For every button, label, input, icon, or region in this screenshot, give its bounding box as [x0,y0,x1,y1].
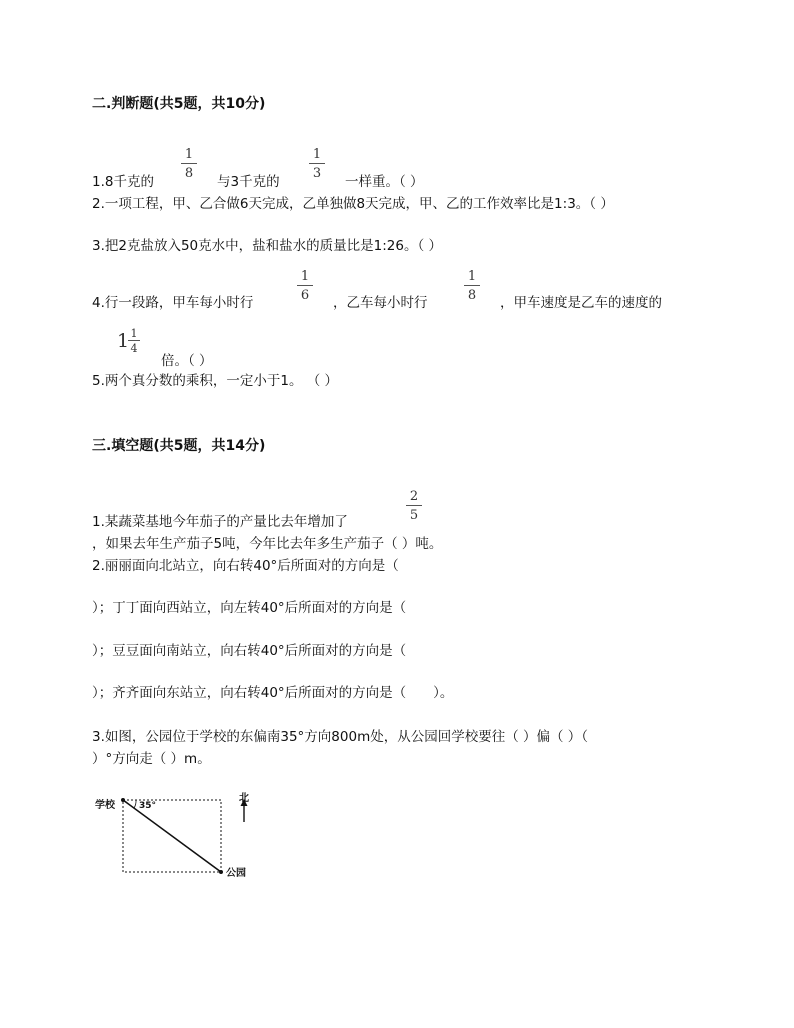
fraction-bar [406,505,422,506]
angle-label: 35° [139,801,157,811]
fraction-denominator: 6 [300,288,310,303]
fraction-numerator: 1 [130,327,138,340]
fraction-numerator: 1 [312,147,322,162]
fraction-numerator: 2 [409,489,419,504]
section3-heading: 三.填空题(共5题，共14分) [92,438,266,454]
s2-q4-fraction-b [462,270,482,302]
s2-q3-text: 3.把2克盐放入50克水中，盐和盐水的质量比是1:26。（ ） [92,238,443,254]
s2-q4-suffix: ，甲车速度是乙车的速度的 [500,295,662,311]
s2-q1-fraction-a [179,148,199,180]
fraction-bar [309,163,325,164]
angle-arc [134,800,136,808]
fraction-bar [297,285,313,286]
fraction-denominator: 3 [312,166,322,181]
route-line [123,800,221,872]
fraction-denominator: 8 [184,166,194,181]
fraction-denominator: 8 [467,288,477,303]
mixed-whole: 1 [117,330,130,352]
s2-q4-mixed-number [117,328,143,360]
s2-q4-fraction-a [295,270,315,302]
fraction-bar [181,163,197,164]
fraction-denominator: 4 [130,342,138,355]
north-label: 北 [239,793,249,804]
fraction-bar [128,340,140,341]
section2-heading: 二.判断题(共5题，共10分) [92,96,266,112]
fraction-numerator: 1 [184,147,194,162]
s2-q4-middle: ，乙车每小时行 [333,295,428,311]
fraction-denominator: 5 [409,508,419,523]
school-point [121,798,125,802]
s3-q2-line3: ）；豆豆面向南站立，向右转40°后所面对的方向是（ [92,643,407,659]
fraction-numerator: 1 [300,269,310,284]
s3-q1-prefix: 1.某蔬菜基地今年茄子的产量比去年增加了 [92,514,348,530]
s3-q3-line2: ）°方向走（ ）m。 [92,751,211,767]
park-point [219,870,223,874]
fraction-bar [464,285,480,286]
s2-q1-suffix: 一样重。（ ） [345,174,424,190]
s3-q2-line1: 2.丽丽面向北站立，向右转40°后所面对的方向是（ [92,558,399,574]
s3-q1-fraction [404,490,424,522]
s2-q1-fraction-b [307,148,327,180]
s2-q2-text: 2.一项工程，甲、乙合做6天完成，乙单独做8天完成，甲、乙的工作效率比是1:3。（ ） [92,196,614,212]
s2-q1-prefix: 1.8千克的 [92,174,154,190]
s2-q4-tail: 倍。（ ） [161,353,213,369]
school-label: 学校 [95,800,115,811]
mixed-fraction [128,328,140,354]
s3-q1-line2: ，如果去年生产茄子5吨，今年比去年多生产茄子（ ）吨。 [92,536,443,552]
direction-diagram [92,786,272,886]
fraction-numerator: 1 [467,269,477,284]
s2-q5-text: 5.两个真分数的乘积，一定小于1。 （ ） [92,373,339,389]
s3-q2-line2: ）；丁丁面向西站立，向左转40°后所面对的方向是（ [92,600,407,616]
s3-q3-line1: 3.如图，公园位于学校的东偏南35°方向800m处，从公园回学校要往（ ）偏（ ）（ [92,729,589,745]
s2-q4-prefix: 4.行一段路，甲车每小时行 [92,295,254,311]
s2-q1-middle: 与3千克的 [217,174,280,190]
s3-q2-line4: ）；齐齐面向东站立，向右转40°后所面对的方向是（ ）。 [92,685,454,701]
park-label: 公园 [226,868,246,879]
